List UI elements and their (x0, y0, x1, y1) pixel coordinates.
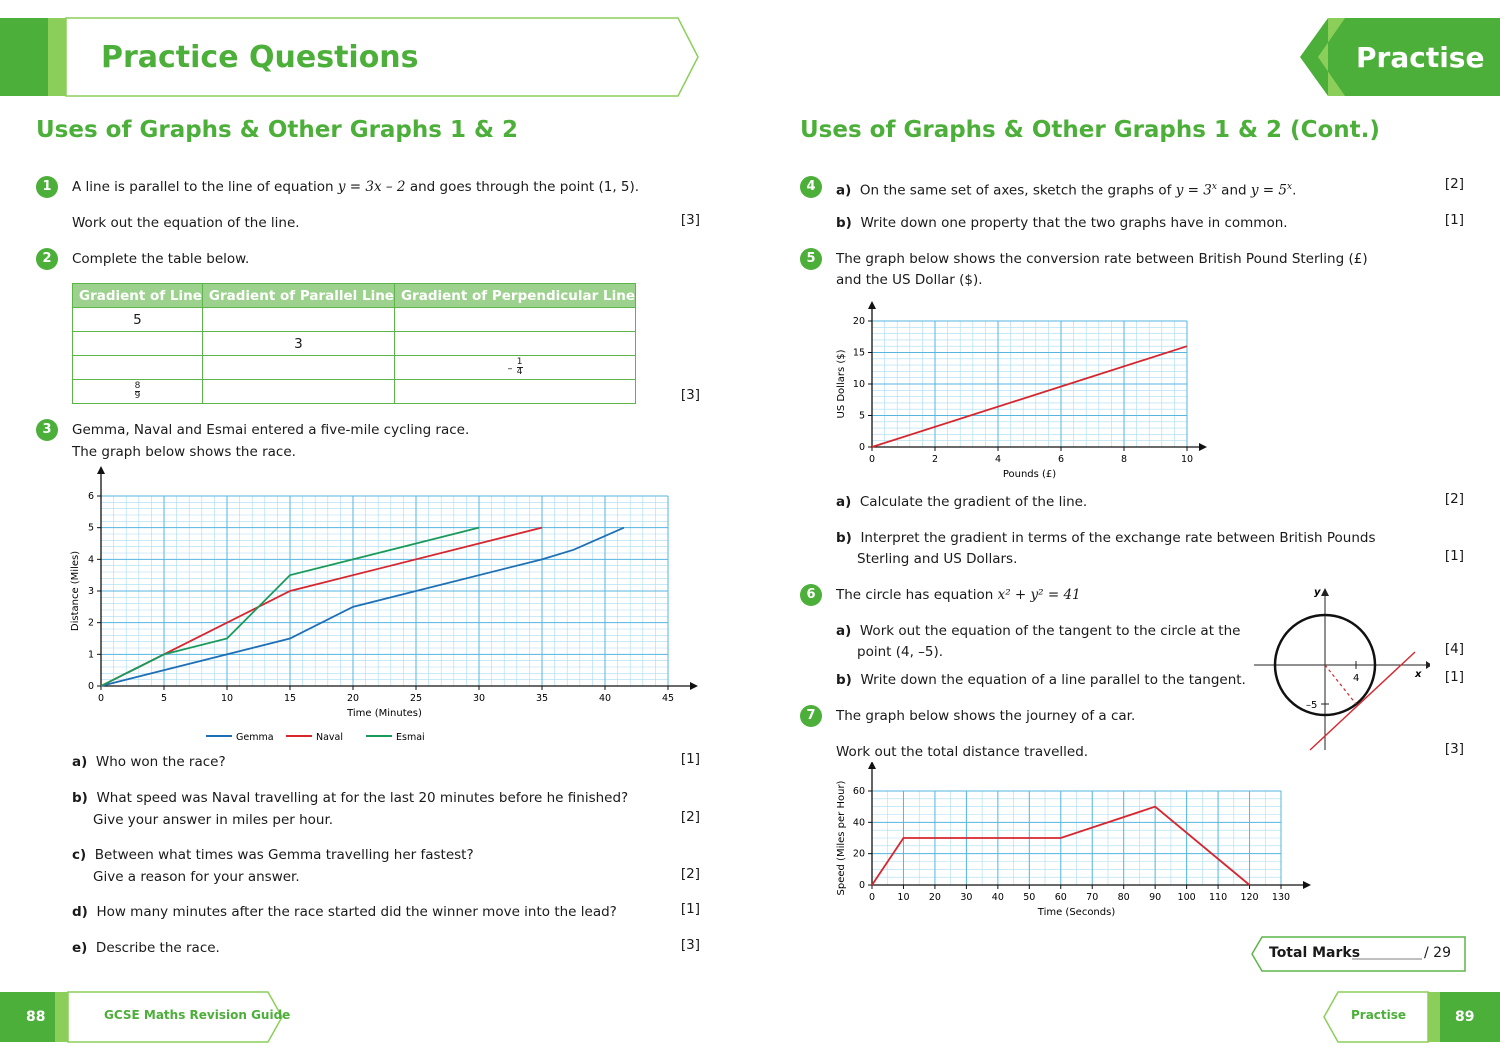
table-cell-blank[interactable] (202, 356, 394, 380)
page-number-right: 89 (1455, 1009, 1475, 1025)
question-number-7: 7 (800, 705, 822, 727)
circle-tangent-diagram (1250, 582, 1430, 752)
x-tick-label: 10 (220, 693, 234, 704)
table-cell-blank[interactable] (394, 380, 635, 404)
q6a: a) Work out the equation of the tangent to the circle at the (836, 623, 1241, 639)
y-tick-label: 0 (858, 442, 865, 453)
y-tick-label: 20 (852, 316, 865, 327)
q5-line1: The graph below shows the conversion rate between British Pound Sterling (£) (836, 251, 1368, 267)
q4b: b) Write down one property that the two graphs have in common. (836, 215, 1288, 231)
y-tick-label: 60 (852, 786, 865, 797)
table-header: Gradient of Perpendicular Line (394, 284, 635, 308)
x-tick-label: 60 (1054, 892, 1067, 903)
q6a-line2: point (4, –5). (857, 644, 944, 660)
x-axis-arrow (1199, 443, 1207, 451)
x-tick-label: 20 (928, 892, 941, 903)
page-heading: Practice Questions (101, 40, 419, 75)
table-cell-blank[interactable] (394, 332, 635, 356)
q7-text: The graph below shows the journey of a car. (836, 708, 1136, 724)
x-tick-label: 4 (994, 454, 1002, 465)
y-tick-label: 4 (87, 554, 94, 566)
q3e: e) Describe the race. (72, 940, 220, 956)
x-tick-label: 10 (1180, 454, 1194, 465)
table-cell: 3 (202, 332, 394, 356)
x-tick-label: 100 (1177, 892, 1196, 903)
table-cell-blank[interactable] (73, 332, 203, 356)
q6a-marks: [4] (1444, 641, 1464, 657)
question-number-4: 4 (800, 176, 822, 198)
q2-marks: [3] (680, 387, 700, 403)
x-tick-label: 45 (661, 693, 675, 704)
q3-text-line1: Gemma, Naval and Esmai entered a five-mile cycling race. (72, 422, 470, 438)
left-section-title: Uses of Graphs & Other Graphs 1 & 2 (36, 117, 519, 143)
q4b-marks: [1] (1444, 212, 1464, 228)
table-row (73, 332, 636, 356)
q3a-marks: [1] (680, 751, 700, 767)
x-tick-label: 40 (991, 892, 1004, 903)
x-tick-label: 20 (346, 693, 360, 704)
q5a-marks: [2] (1444, 491, 1464, 507)
q4a: a) On the same set of axes, sketch the graphs of $y = 3^x$ and $y = 5^x$. (836, 182, 1297, 199)
legend-label-esmai: Esmai (396, 732, 425, 743)
y-tick-label: 5 (858, 410, 865, 422)
question-number-2: 2 (36, 248, 58, 270)
table-header: Gradient of Parallel Line (202, 284, 394, 308)
x-tick-label: 30 (960, 892, 973, 903)
x-tick-label: 50 (1023, 892, 1036, 903)
radius-dashed (1325, 665, 1356, 704)
y-axis-arrow (868, 301, 876, 309)
x-axis-title: Time (Minutes) (347, 708, 422, 719)
x-tick-label: 80 (1117, 892, 1130, 903)
y-tick-label: 5 (87, 522, 94, 534)
y-tick-label: 6 (87, 491, 94, 502)
y-tick-label: 10 (852, 379, 865, 390)
q3c-marks: [2] (680, 866, 700, 882)
q5b-marks: [1] (1444, 548, 1464, 564)
x-tick-label: 0 (868, 454, 876, 465)
q3b-marks: [2] (680, 809, 700, 825)
y-tick-label: 40 (852, 817, 865, 829)
x-tick-label: 40 (598, 693, 612, 704)
q3b: b) What speed was Naval travelling at for the last 20 minutes before he finished? (72, 790, 629, 806)
table-cell-blank[interactable] (394, 308, 635, 332)
table-row (73, 356, 636, 380)
practise-tab: Practise (1356, 41, 1485, 74)
table-cell-fraction: – $\frac{1}{4}$ (394, 356, 635, 380)
table-row (73, 380, 636, 404)
table-header: Gradient of Line (73, 284, 203, 308)
q1-instruction: Work out the equation of the line. (72, 215, 300, 231)
right-section-title: Uses of Graphs & Other Graphs 1 & 2 (Cont.) (800, 117, 1380, 143)
legend-label-naval: Naval (316, 732, 344, 743)
x-tick-label: 6 (1057, 454, 1065, 465)
x-tick-label: 110 (1209, 892, 1228, 903)
x-tick-label: 10 (897, 892, 910, 903)
x-tick-label: 120 (1240, 892, 1259, 903)
total-marks-label: Total Marks (1269, 945, 1361, 961)
q3b-line2: Give your answer in miles per hour. (93, 812, 334, 828)
race-distance-chart (60, 465, 710, 750)
x-tick-label: 130 (1271, 892, 1291, 903)
q3-text-line2: The graph below shows the race. (72, 444, 296, 460)
question-number-5: 5 (800, 248, 822, 270)
footer-practise-label: Practise (1351, 1008, 1407, 1022)
question-number-1: 1 (36, 176, 58, 198)
y-tick-label: 3 (87, 586, 94, 597)
q2-text: Complete the table below. (72, 251, 250, 267)
gradient-table (72, 283, 636, 404)
q3d: d) How many minutes after the race started did the winner move into the lead? (72, 904, 617, 920)
q5a: a) Calculate the gradient of the line. (836, 494, 1088, 510)
speed-time-chart (828, 762, 1328, 922)
q3c-line2: Give a reason for your answer. (93, 869, 300, 885)
question-number-3: 3 (36, 419, 58, 441)
x-axis-title: Pounds (£) (1002, 469, 1057, 480)
y-tick-label: 2 (87, 617, 94, 629)
q3d-marks: [1] (680, 901, 700, 917)
table-cell-blank[interactable] (202, 308, 394, 332)
q4a-marks: [2] (1444, 176, 1464, 192)
y-tick-label: 20 (852, 848, 865, 860)
q7-instruction: Work out the total distance travelled. (836, 744, 1089, 760)
x-tick-label: 30 (472, 693, 486, 704)
x-tick-label: 8 (1120, 454, 1128, 465)
x-tick-label: 15 (283, 693, 297, 704)
x-tick-label: 25 (409, 693, 423, 704)
q6b: b) Write down the equation of a line parallel to the tangent. (836, 672, 1246, 688)
total-marks-value: / 29 (1424, 945, 1451, 961)
q1-marks: [3] (680, 212, 700, 228)
x-tick-label: 0 (868, 892, 876, 903)
x-axis-title: Time (Seconds) (1037, 907, 1116, 918)
q3c: c) Between what times was Gemma travelling her fastest? (72, 847, 474, 863)
table-cell-fraction: $\frac{8}{9}$ (73, 380, 203, 404)
q7-marks: [3] (1444, 741, 1464, 757)
question-number-6: 6 (800, 584, 822, 606)
x-axis-arrow (690, 682, 698, 690)
y-axis-arrow (868, 762, 876, 769)
x-tick-label: 0 (97, 693, 105, 704)
table-cell-blank[interactable] (202, 380, 394, 404)
q5b: b) Interpret the gradient in terms of the exchange rate between British Pounds (836, 530, 1376, 546)
x-tick-label: 35 (535, 693, 549, 704)
x-tick-label: 5 (160, 693, 168, 704)
series-line-gemma (101, 528, 624, 686)
q6b-marks: [1] (1444, 669, 1464, 685)
y-axis-title: Speed (Miles per Hour) (836, 780, 847, 896)
x-axis-arrow (1303, 881, 1311, 889)
page-number-left: 88 (26, 1009, 46, 1025)
q3a: a) Who won the race? (72, 754, 226, 770)
y-tick-label: 1 (87, 649, 94, 661)
y-tick-label: 0 (858, 880, 865, 891)
q5-line2: and the US Dollar ($). (836, 272, 983, 288)
table-cell-blank[interactable] (73, 356, 203, 380)
y-tick-label: 0 (87, 681, 94, 692)
y-axis-title: Distance (Miles) (70, 550, 81, 632)
x-tick-label: 90 (1149, 892, 1162, 903)
q5b-line2: Sterling and US Dollars. (857, 551, 1018, 567)
table-row (73, 308, 636, 332)
book-title: GCSE Maths Revision Guide (104, 1008, 291, 1022)
x-tick-label: 2 (931, 454, 939, 465)
y-axis-arrow (97, 466, 105, 474)
tick-label-y: –5 (1306, 700, 1318, 711)
y-axis-label: y (1314, 587, 1321, 598)
q6-text: The circle has equation x² + y² = 41 (836, 587, 1081, 603)
series-line-naval (101, 528, 542, 686)
q1-equation: y = 3x – 2 (337, 179, 406, 195)
conversion-chart (828, 290, 1218, 485)
q1-text: A line is parallel to the line of equation y = 3x – 2 and goes through the point (1, 5). (72, 179, 640, 195)
table-cell: 5 (73, 308, 203, 332)
legend-label-gemma: Gemma (236, 732, 274, 743)
tick-label-x: 4 (1353, 673, 1360, 684)
y-tick-label: 15 (852, 347, 865, 359)
y-axis-title: US Dollars ($) (836, 349, 847, 419)
x-tick-label: 70 (1086, 892, 1099, 903)
q3e-marks: [3] (680, 937, 700, 953)
x-axis-label: x (1415, 669, 1422, 680)
